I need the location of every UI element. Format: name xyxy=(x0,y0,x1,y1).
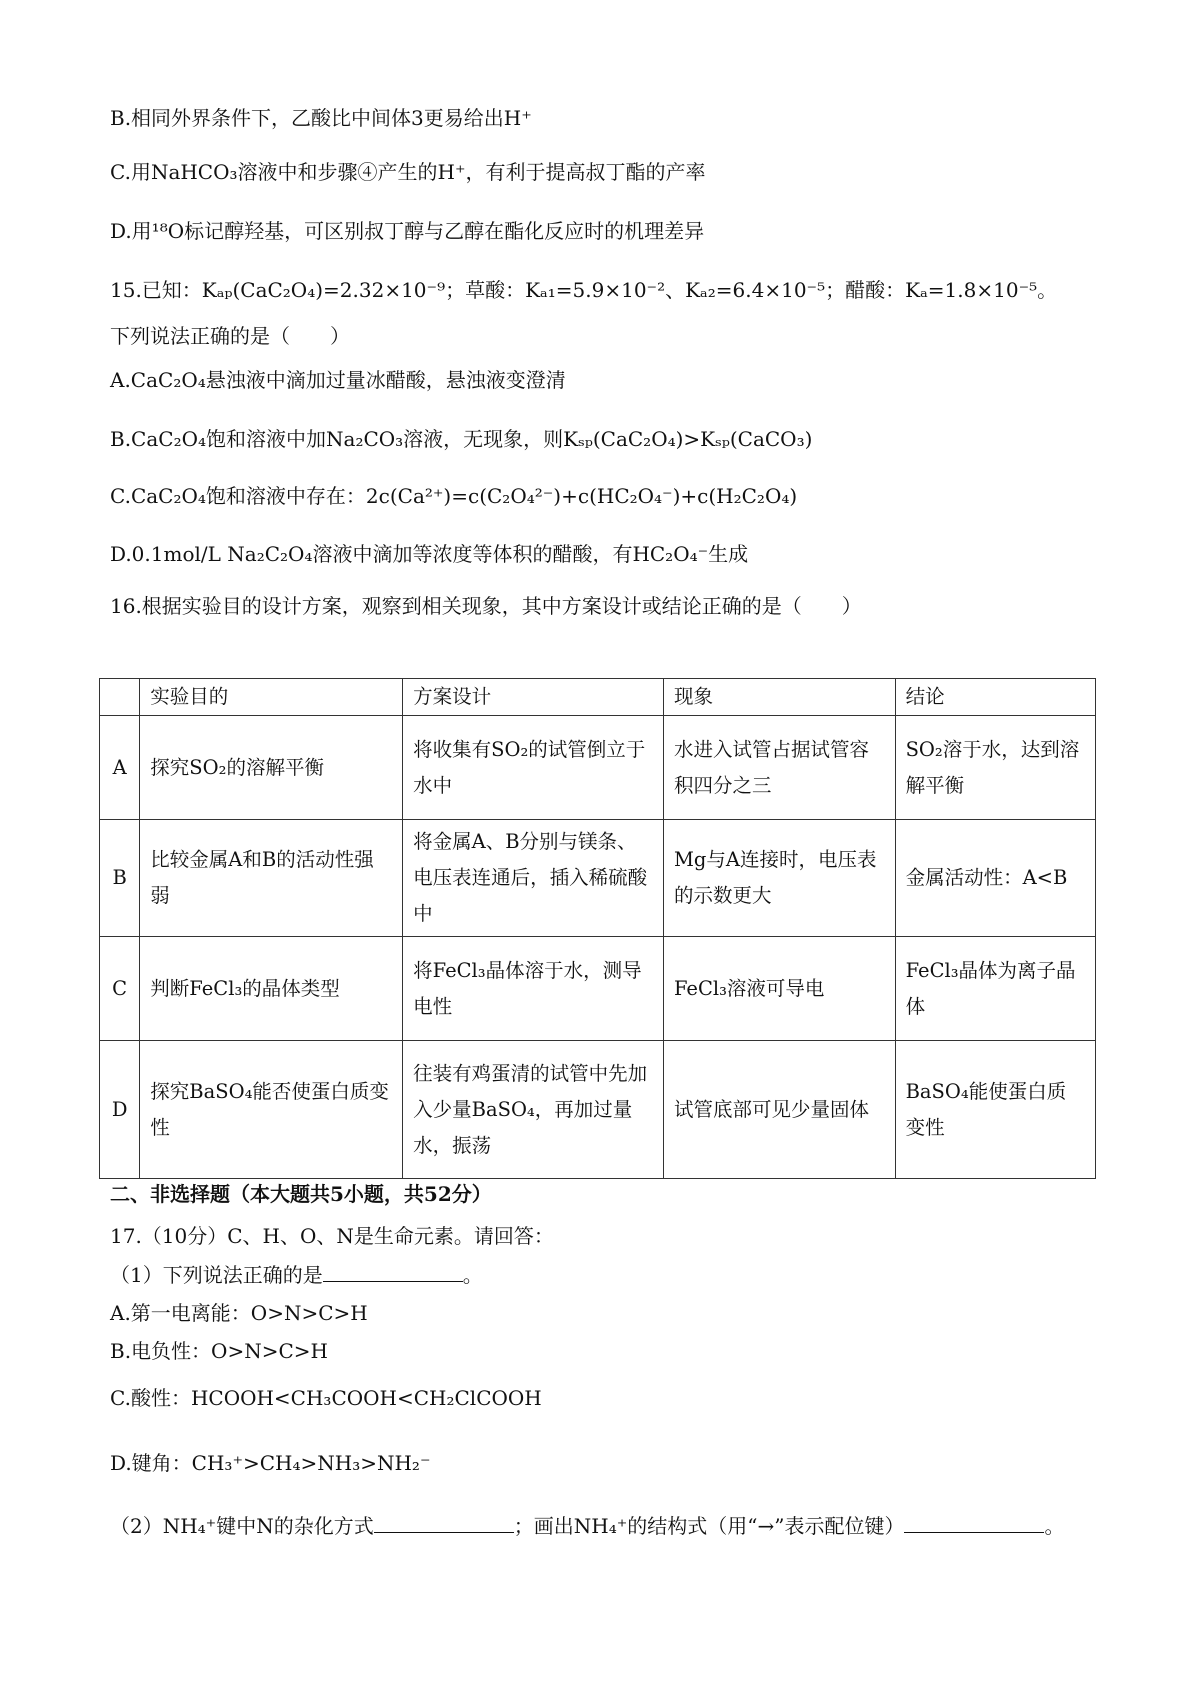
design-cell: 往装有鸡蛋清的试管中先加入少量BaSO₄，再加过量水，振荡 xyxy=(403,1041,664,1179)
header-cell: 现象 xyxy=(663,679,895,716)
phenomenon-cell: 水进入试管占据试管容积四分之三 xyxy=(663,716,895,820)
conclusion-cell: SO₂溶于水，达到溶解平衡 xyxy=(895,716,1095,820)
table-header-row xyxy=(100,679,1096,716)
table-row xyxy=(100,716,1096,820)
purpose-cell: 判断FeCl₃的晶体类型 xyxy=(140,937,403,1041)
phenomenon-cell: Mg与A连接时，电压表的示数更大 xyxy=(663,820,895,937)
header-cell: 实验目的 xyxy=(140,679,403,716)
header-cell: 结论 xyxy=(895,679,1095,716)
answer-blank[interactable] xyxy=(323,1263,463,1282)
design-cell: 将FeCl₃晶体溶于水，测导电性 xyxy=(403,937,664,1041)
q17-part2-text-b: ；画出NH₄⁺的结构式（用“→”表示配位键） xyxy=(513,1514,905,1538)
q14-option-b: B.相同外界条件下，乙酸比中间体3更易给出H⁺ xyxy=(110,106,532,130)
q17-part1-text: （1）下列说法正确的是 xyxy=(110,1263,323,1287)
phenomenon-cell: FeCl₃溶液可导电 xyxy=(663,937,895,1041)
q17-option-c: C.酸性：HCOOH<CH₃COOH<CH₂ClCOOH xyxy=(110,1386,542,1410)
header-cell: 方案设计 xyxy=(403,679,664,716)
answer-blank[interactable] xyxy=(904,1514,1044,1533)
q15-option-a: A.CaC₂O₄悬浊液中滴加过量冰醋酸，悬浊液变澄清 xyxy=(110,368,566,392)
purpose-cell: 比较金属A和B的活动性强弱 xyxy=(140,820,403,937)
row-label: A xyxy=(100,716,140,820)
phenomenon-cell: 试管底部可见少量固体 xyxy=(663,1041,895,1179)
table-row xyxy=(100,820,1096,937)
q16-stem: 16.根据实验目的设计方案，观察到相关现象，其中方案设计或结论正确的是（ ） xyxy=(110,594,862,618)
answer-blank[interactable] xyxy=(374,1514,514,1533)
table-row xyxy=(100,937,1096,1041)
row-label: D xyxy=(100,1041,140,1179)
conclusion-cell: 金属活动性：A<B xyxy=(895,820,1095,937)
header-cell xyxy=(100,679,140,716)
purpose-cell: 探究SO₂的溶解平衡 xyxy=(140,716,403,820)
q17-stem: 17.（10分）C、H、O、N是生命元素。请回答： xyxy=(110,1224,554,1248)
q17-part2-end: 。 xyxy=(1044,1514,1065,1538)
q14-option-d: D.用¹⁸O标记醇羟基，可区别叔丁醇与乙醇在酯化反应时的机理差异 xyxy=(110,219,705,243)
q14-option-c: C.用NaHCO₃溶液中和步骤④产生的H⁺，有利于提高叔丁酯的产率 xyxy=(110,160,706,184)
conclusion-cell: FeCl₃晶体为离子晶体 xyxy=(895,937,1095,1041)
q17-option-d: D.键角：CH₃⁺>CH₄>NH₃>NH₂⁻ xyxy=(110,1451,431,1475)
experiment-table xyxy=(99,678,1096,1179)
q15-option-d: D.0.1mol/L Na₂C₂O₄溶液中滴加等浓度等体积的醋酸，有HC₂O₄⁻生成 xyxy=(110,542,749,566)
design-cell: 将金属A、B分别与镁条、电压表连通后，插入稀硫酸中 xyxy=(403,820,664,937)
row-label: C xyxy=(100,937,140,1041)
design-cell: 将收集有SO₂的试管倒立于水中 xyxy=(403,716,664,820)
q17-part2 xyxy=(110,1512,1064,1540)
q17-part1 xyxy=(110,1261,483,1289)
q15-stem: 15.已知：Kₐₚ(CaC₂O₄)=2.32×10⁻⁹；草酸：Kₐ₁=5.9×10⁻²、Kₐ₂=6.4×10⁻⁵；醋酸：Kₐ=1.8×10⁻⁵。 xyxy=(110,278,1058,302)
conclusion-cell: BaSO₄能使蛋白质变性 xyxy=(895,1041,1095,1179)
q17-part1-end: 。 xyxy=(462,1263,483,1287)
q17-part2-text-a: （2）NH₄⁺键中N的杂化方式 xyxy=(110,1514,374,1538)
section-title: 二、非选择题（本大题共5小题，共52分） xyxy=(110,1182,492,1206)
q17-option-a: A.第一电离能：O>N>C>H xyxy=(110,1301,368,1325)
q15-option-b: B.CaC₂O₄饱和溶液中加Na₂CO₃溶液，无现象，则Kₛₚ(CaC₂O₄)>Kₛₚ(CaCO₃) xyxy=(110,427,813,451)
table-row xyxy=(100,1041,1096,1179)
q17-option-b: B.电负性：O>N>C>H xyxy=(110,1339,328,1363)
q15-option-c: C.CaC₂O₄饱和溶液中存在：2c(Ca²⁺)=c(C₂O₄²⁻)+c(HC₂O₄⁻)+c(H₂C₂O₄) xyxy=(110,484,798,508)
q15-question: 下列说法正确的是（ ） xyxy=(110,324,350,348)
purpose-cell: 探究BaSO₄能否使蛋白质变性 xyxy=(140,1041,403,1179)
row-label: B xyxy=(100,820,140,937)
